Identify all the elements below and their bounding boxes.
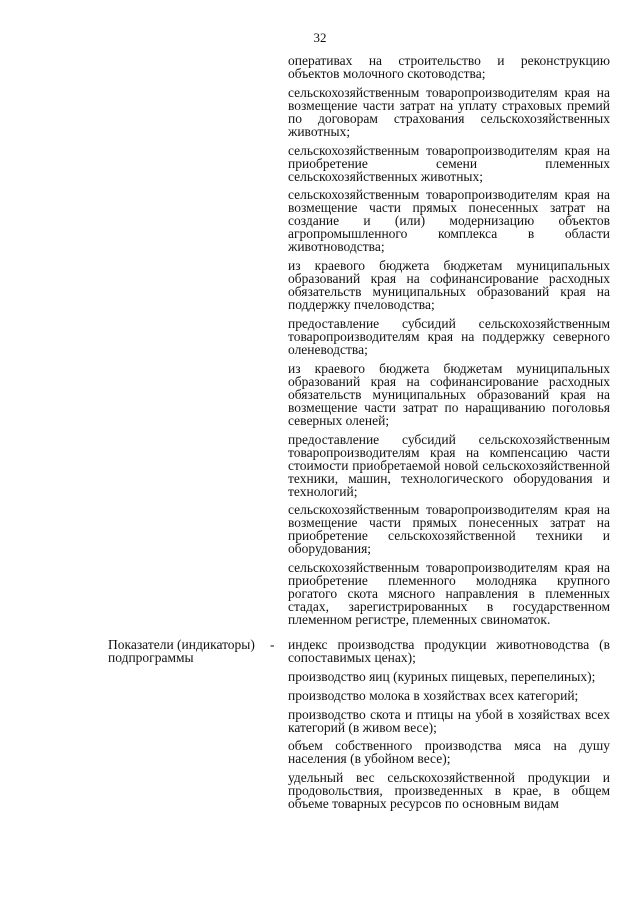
- indicator-item: удельный вес сельскохозяйственной продукции и продовольствия, произведенных в крае, в общем объеме товарных ресурсов по основным видам: [288, 770, 610, 812]
- indicator-item: индекс производства продукции животноводства (в сопоставимых ценах);: [288, 637, 610, 666]
- list-item: из краевого бюджета бюджетам муниципальных образований края на софинансирование расходных обязательств муниципальных образований края на поддержку пчеловодства;: [288, 258, 610, 313]
- list-item: сельскохозяйственным товаропроизводителям края на приобретение семени племенных сельскохозяйственных животных;: [288, 142, 610, 184]
- list-item: из краевого бюджета бюджетам муниципальных образований края на софинансирование расходных обязательств муниципальных образований края на возмещение части затрат по наращиванию поголовья северных оленей;: [288, 360, 610, 428]
- list-item: сельскохозяйственным товаропроизводителям края на возмещение части прямых понесенных затрат на создание и (или) модернизацию объектов агропромышленного комплекса в области животноводства;: [288, 187, 610, 255]
- list-item: оперативах на строительство и реконструкцию объектов молочного скотоводства;: [288, 53, 610, 81]
- list-item: предоставление субсидий сельскохозяйственным товаропроизводителям края на компенсацию части стоимости приобретаемой новой сельскохозяйственной техники, машин, технологического оборудования и технологий;: [288, 431, 610, 499]
- list-item: сельскохозяйственным товаропроизводителям края на приобретение племенного молодняка крупного рогатого скота мясного направления в племенных стадах, зарегистрированных в государственном племенном регистре, племенных свиноматок.: [288, 560, 610, 628]
- list-item: предоставление субсидий сельскохозяйственным товаропроизводителям края на поддержку северного оленеводства;: [288, 315, 610, 357]
- indicator-item: объем собственного производства мяса на душу населения (в убойном весе);: [288, 738, 610, 767]
- indicator-item: производство молока в хозяйствах всех категорий;: [288, 687, 579, 703]
- indicators-row-label: Показатели (индикаторы) подпрограммы: [108, 637, 255, 666]
- indicator-item: производство яиц (куриных пищевых, перепелиных);: [288, 668, 596, 684]
- list-item: сельскохозяйственным товаропроизводителям края на возмещение части затрат на уплату страховых премий по договорам страхования сельскохозяйственных животных;: [288, 84, 610, 139]
- row-dash: -: [270, 637, 275, 653]
- program-measures-list: [288, 54, 610, 816]
- indicator-item: производство скота и птицы на убой в хозяйствах всех категорий (в живом весе);: [288, 706, 610, 735]
- list-item: сельскохозяйственным товаропроизводителям края на возмещение части прямых понесенных затрат на приобретение сельскохозяйственной техники и оборудования;: [288, 502, 610, 557]
- page-number: 32: [313, 30, 327, 45]
